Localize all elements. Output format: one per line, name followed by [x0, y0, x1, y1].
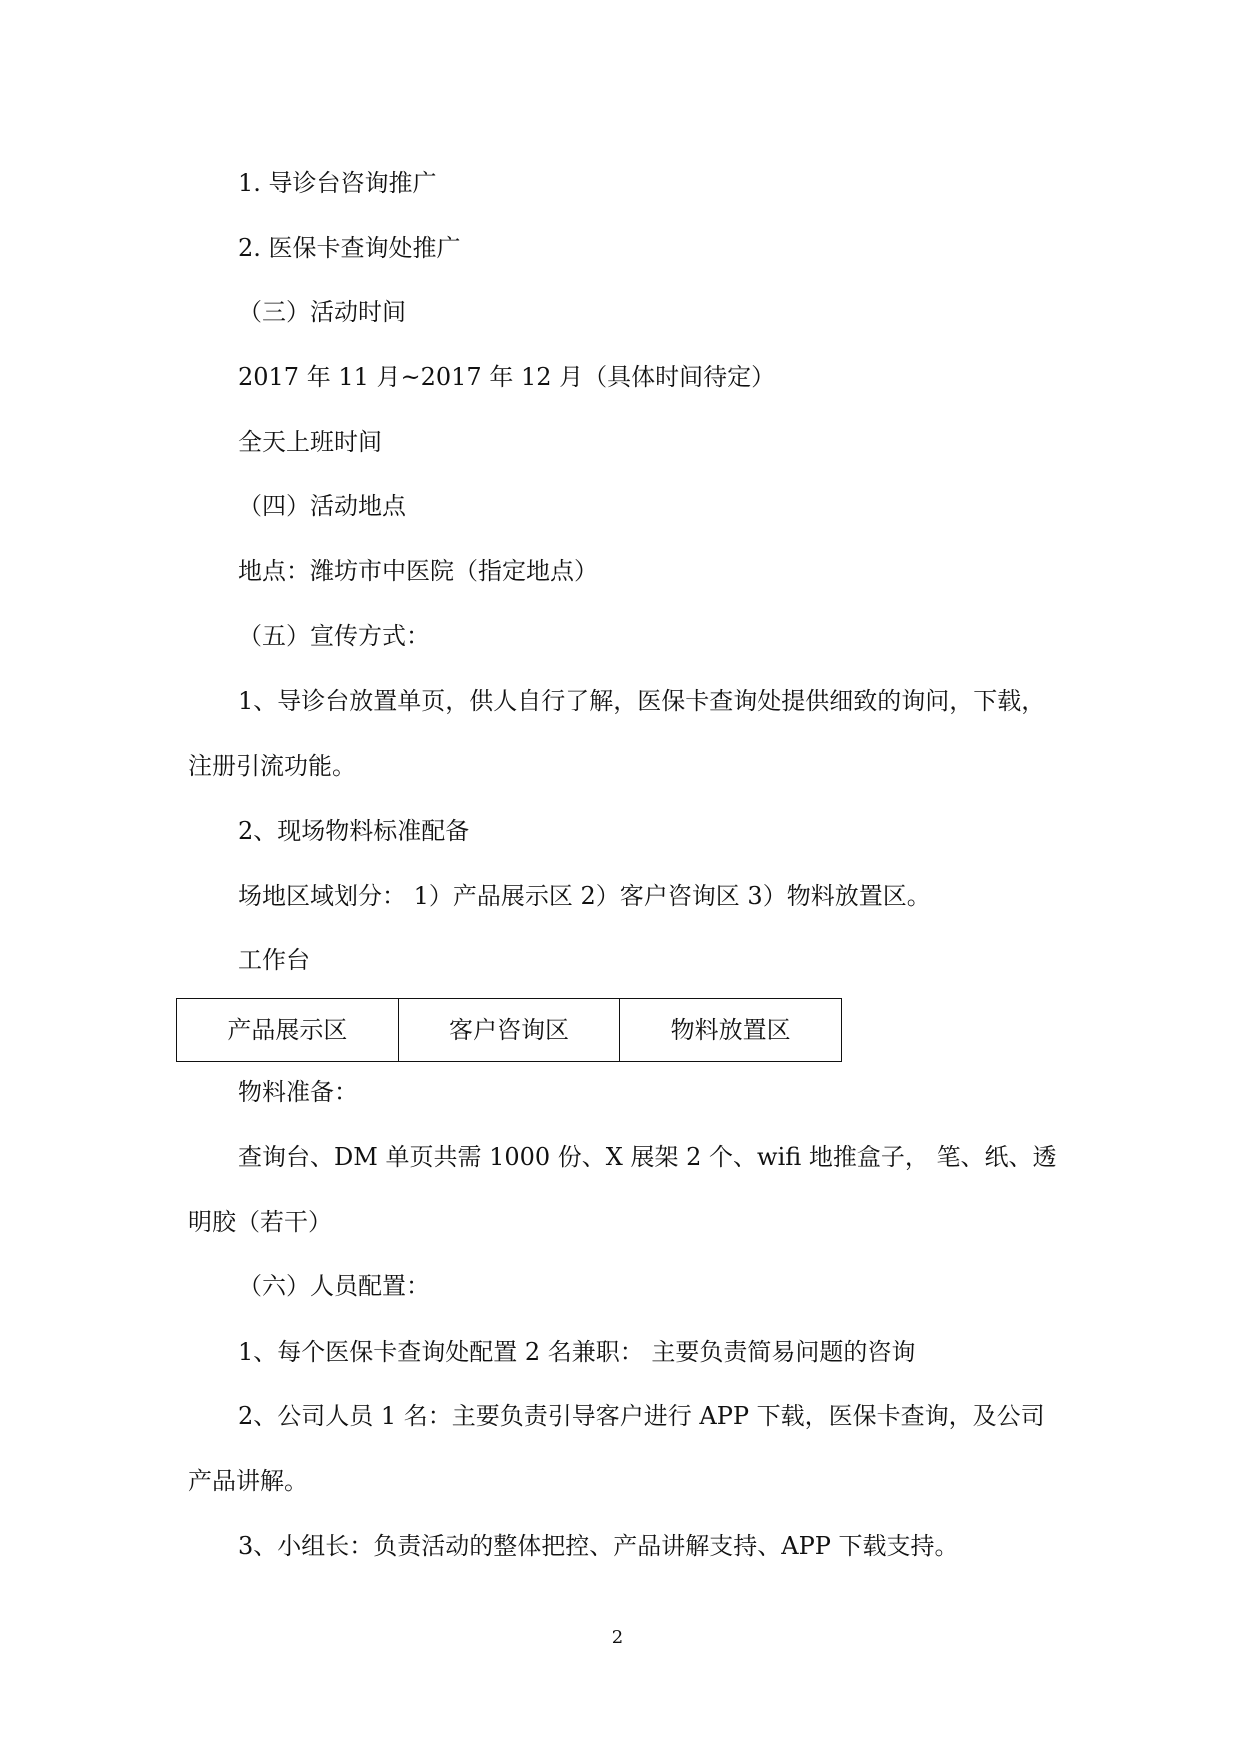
section-activity-location: （四）活动地点 — [238, 492, 406, 520]
activity-date-range: 2017 年 11 月~2017 年 12 月（具体时间待定） — [238, 363, 776, 391]
section-promotion-method: （五）宣传方式： — [238, 622, 430, 650]
activity-location: 地点：潍坊市中医院（指定地点） — [238, 557, 598, 585]
area-table — [176, 998, 842, 1062]
staffing-item-2: 2、公司人员 1 名：主要负责引导客户进行 APP 下载，医保卡查询，及公司 — [238, 1402, 1045, 1430]
table-cell: 客户咨询区 — [398, 999, 620, 1061]
item-insurance-query: 2. 医保卡查询处推广 — [238, 234, 461, 262]
activity-hours: 全天上班时间 — [238, 428, 382, 456]
promotion-item-1-cont: 注册引流功能。 — [188, 752, 356, 780]
section-activity-time: （三）活动时间 — [238, 298, 406, 326]
promotion-item-2: 2、现场物料标准配备 — [238, 817, 470, 845]
table-cell: 物料放置区 — [619, 999, 841, 1061]
staffing-item-3: 3、小组长：负责活动的整体把控、产品讲解支持、APP 下载支持。 — [238, 1532, 959, 1560]
page-number: 2 — [611, 1627, 624, 1648]
item-consult-desk: 1. 导诊台咨询推广 — [238, 169, 437, 197]
staffing-item-1: 1、每个医保卡查询处配置 2 名兼职： 主要负责简易问题的咨询 — [238, 1338, 916, 1366]
promotion-item-1: 1、导诊台放置单页，供人自行了解，医保卡查询处提供细致的询问，下载， — [238, 687, 1046, 715]
table-cell: 产品展示区 — [227, 1016, 348, 1044]
staffing-item-2-cont: 产品讲解。 — [188, 1467, 308, 1495]
workbench-label: 工作台 — [238, 946, 310, 974]
area-division: 场地区域划分： 1）产品展示区 2）客户咨询区 3）物料放置区。 — [238, 882, 931, 910]
section-staffing: （六）人员配置： — [238, 1272, 430, 1300]
materials-list: 查询台、DM 单页共需 1000 份、X 展架 2 个、wifi 地推盒子， 笔、纸、透 — [238, 1143, 1057, 1171]
materials-heading: 物料准备： — [238, 1078, 358, 1106]
materials-list-cont: 明胶（若干） — [188, 1208, 332, 1236]
